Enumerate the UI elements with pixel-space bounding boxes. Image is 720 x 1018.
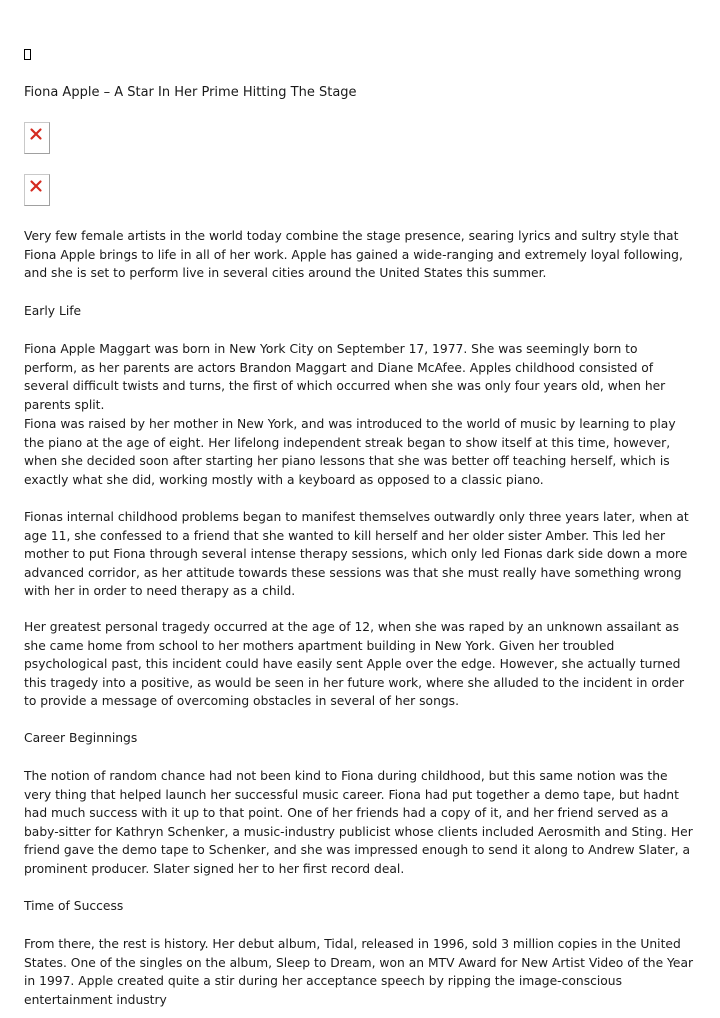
red-x-icon [28,178,44,194]
missing-glyph-icon [24,49,31,60]
early-life-paragraph-4: Her greatest personal tragedy occurred at the age of 12, when she was raped by an unknown assailant as she came home from school to her mothers apartment building in New York. Given her troubled psychological past, this incident could have easily sent Apple over the edge. However, she actually turned this tragedy into a positive, as would be seen in her future work, where she alluded to the incident in order to provide a message of overcoming obstacles in several of her songs. [24,620,685,709]
section-heading-career-beginnings: Career Beginnings [24,731,138,745]
section-heading-early-life: Early Life [24,304,82,318]
broken-image-icon [24,122,50,154]
red-x-icon [28,126,44,142]
early-life-paragraph-1: Fiona Apple Maggart was born in New York City on September 17, 1977. She was seemingly born to perform, as her parents are actors Brandon Maggart and Diane McAfee. Apples childhood consisted of several difficult twists and turns, the first of which occurred when she was only four years old, when her parents split. [24,342,666,412]
success-paragraph-1: From there, the rest is history. Her debut album, Tidal, released in 1996, sold 3 million copies in the United States. One of the singles on the album, Sleep to Dream, won an MTV Award for New Artist Video of the Year in 1997. Apple created quite a stir during her acceptance speech by ripping the image-conscious entertainment industry [24,937,694,1007]
intro-paragraph: Very few female artists in the world today combine the stage presence, searing lyrics and sultry style that Fiona Apple brings to life in all of her work. Apple has gained a wide-ranging and extremely loyal following, and she is set to perform live in several cities around the United States this summer. [24,229,683,281]
broken-image-icon [24,174,50,206]
career-paragraph-1: The notion of random chance had not been kind to Fiona during childhood, but this same notion was the very thing that helped launch her successful music career. Fiona had put together a demo tape, but hadnt had much success with it up to that point. One of her friends had a copy of it, and her friend served as a baby-sitter for Kathryn Schenker, a music-industry publicist whose clients included Aerosmith and Sting. Her friend gave the demo tape to Schenker, and she was impressed enough to send it along to Andrew Slater, a prominent producer. Slater signed her to her first record deal. [24,769,693,876]
early-life-paragraph-2: Fiona was raised by her mother in New York, and was introduced to the world of music by learning to play the piano at the age of eight. Her lifelong independent streak began to show itself at this time, however, when she decided soon after starting her piano lessons that she was better off teaching herself, which is exactly what she did, working mostly with a keyboard as opposed to a classic piano. [24,417,676,487]
early-life-paragraph-3: Fionas internal childhood problems began to manifest themselves outwardly only three years later, when at age 11, she confessed to a friend that she wanted to kill herself and her older sister Amber. This led her mother to put Fiona through several intense therapy sessions, which only led Fionas dark side down a more advanced corridor, as her attitude towards these sessions was that she must really have something wrong with her in order to need therapy as a child. [24,510,689,599]
section-heading-time-of-success: Time of Success [24,899,124,913]
page-title: Fiona Apple – A Star In Her Prime Hitting The Stage [24,85,357,100]
